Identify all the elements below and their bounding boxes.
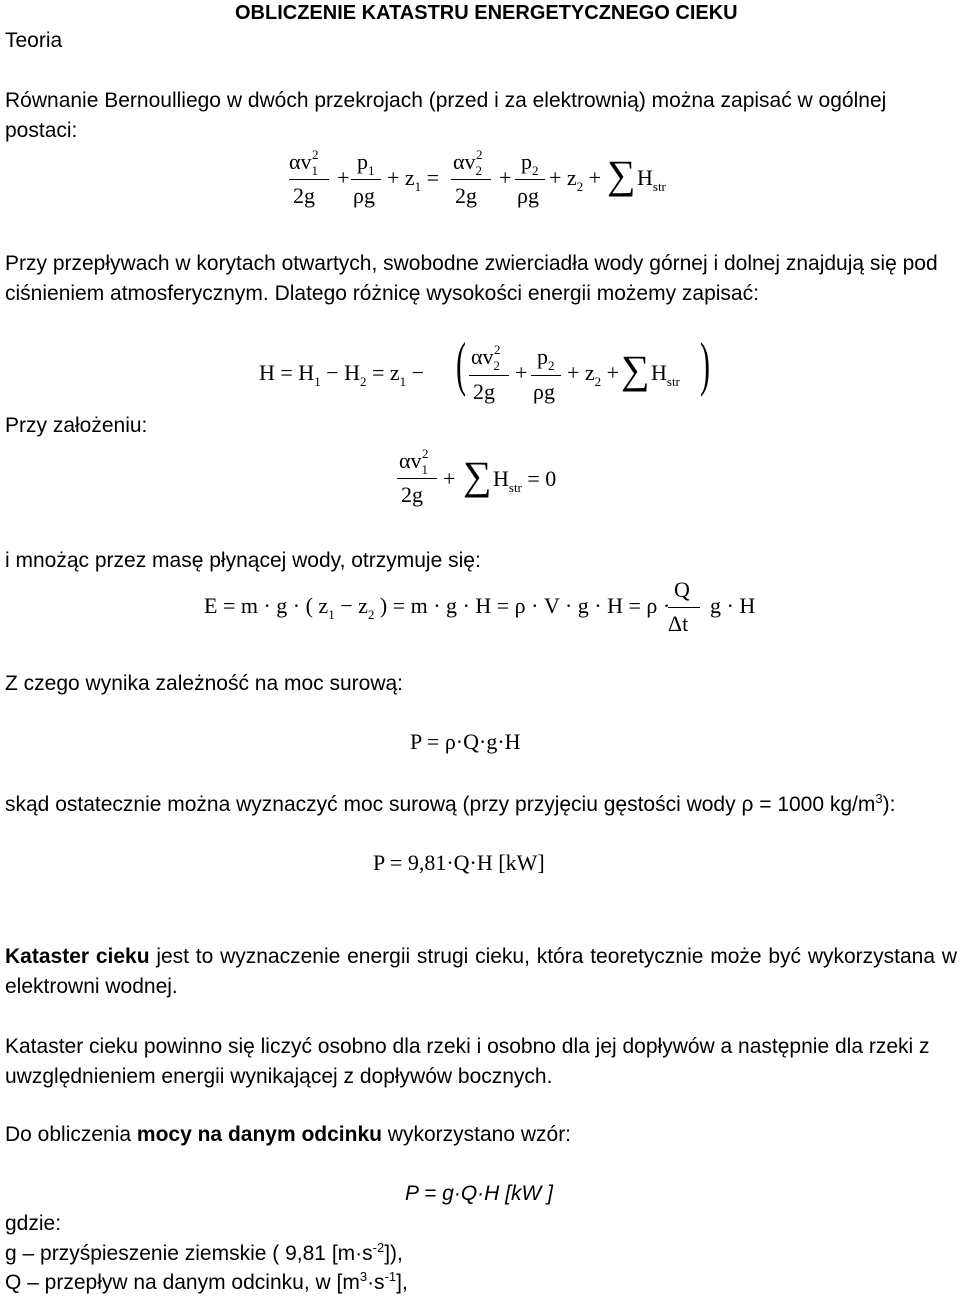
kataster-term: Kataster cieku [5, 945, 150, 968]
equation-energy: E = m · g · ( $z_1 - z_2$ ) = m · g · H = ρ · V · g · H = ρ · Q Δt g · H [204, 577, 756, 636]
paragraph-mass-multiply: i mnożąc przez masę płynącej wody, otrzymuje się: [5, 549, 481, 572]
equation-assumption: $\alpha v_1^2$ 2g + ∑ $H_{str} = 0$ [399, 446, 557, 507]
paragraph-power-relation: Z czego wynika zależność na moc surową: [5, 672, 404, 695]
paragraph-kataster-definition [5, 942, 957, 1002]
section-label: Teoria [5, 29, 63, 52]
assumption-label: Przy założeniu: [5, 414, 148, 437]
equation-head-difference: $H = H_1 - H_2 = z_1$ − ( $\alpha v_2^2$ 2g + $p_2$ ρg + $z_2$ + ∑ $H_{str}$ ) [259, 331, 710, 404]
definition-g [5, 1241, 403, 1266]
paragraph-open-channels: Przy przepływach w korytach otwartych, swobodne zwierciadła wody górnej i dolnej znajdują się pod ciśnieniem atmosferycznym. Dlatego różnicę wysokości energii możemy zapisać: [5, 252, 938, 305]
definition-q [5, 1270, 408, 1295]
document-title: OBLICZENIE KATASTRU ENERGETYCZNEGO CIEKU [235, 2, 738, 24]
kataster-definition-text: jest to wyznaczenie energii strugi cieku, która teoretycznie może być wykorzystana w elektrowni wodnej. [5, 945, 957, 998]
paragraph-kataster-calculation: Kataster cieku powinno się liczyć osobno dla rzeki i osobno dla jej dopływów a następnie dla rzeki z uwzględnieniem energii wynikającej z dopływów bocznych. [5, 1035, 930, 1088]
formula-final: P = g·Q·H [kW ] [405, 1182, 553, 1205]
formula-intro-end: wykorzystano wzór: [381, 1123, 572, 1146]
definition-q-end: ], [396, 1271, 408, 1294]
definition-g-text: g – przyśpieszenie ziemskie ( 9,81 [m·s [5, 1242, 373, 1265]
formula-intro-text: Do obliczenia [5, 1123, 137, 1146]
definition-q-text: Q – przepływ na danym odcinku, w [m [5, 1271, 360, 1294]
equation-power-kw: P = 9,81·Q·H [kW] [373, 850, 545, 875]
definition-q-mid: ·s [367, 1271, 385, 1294]
paragraph-density [5, 792, 895, 817]
equation-power: P = ρ·Q·g·H [410, 729, 521, 754]
density-exponent: 3 [875, 791, 883, 806]
where-label: gdzie: [5, 1212, 62, 1235]
formula-intro-bold: mocy na danym odcinku [136, 1123, 382, 1146]
density-text-end: ): [882, 793, 896, 816]
paragraph-bernoulli-intro: Równanie Bernoulliego w dwóch przekrojach (przed i za elektrownią) można zapisać w ogólnej postaci: [5, 89, 887, 142]
definition-g-end: ]), [384, 1242, 403, 1265]
definition-q-exponent-1: 3 [359, 1269, 368, 1284]
density-text: skąd ostatecznie można wyznaczyć moc surową (przy przyjęciu gęstości wody ρ = 1000 kg/m [5, 793, 876, 816]
paragraph-formula-intro [5, 1122, 571, 1147]
definition-q-exponent-2: -1 [384, 1269, 397, 1284]
definition-g-exponent: -2 [372, 1240, 385, 1255]
equation-bernoulli: $\alpha v_1^2$ 2g + $p_1$ ρg + $z_1$ = $\alpha v_2^2$ 2g + $p_2$ ρg + $z_2$ + ∑ $H_{str}$ [289, 147, 666, 208]
